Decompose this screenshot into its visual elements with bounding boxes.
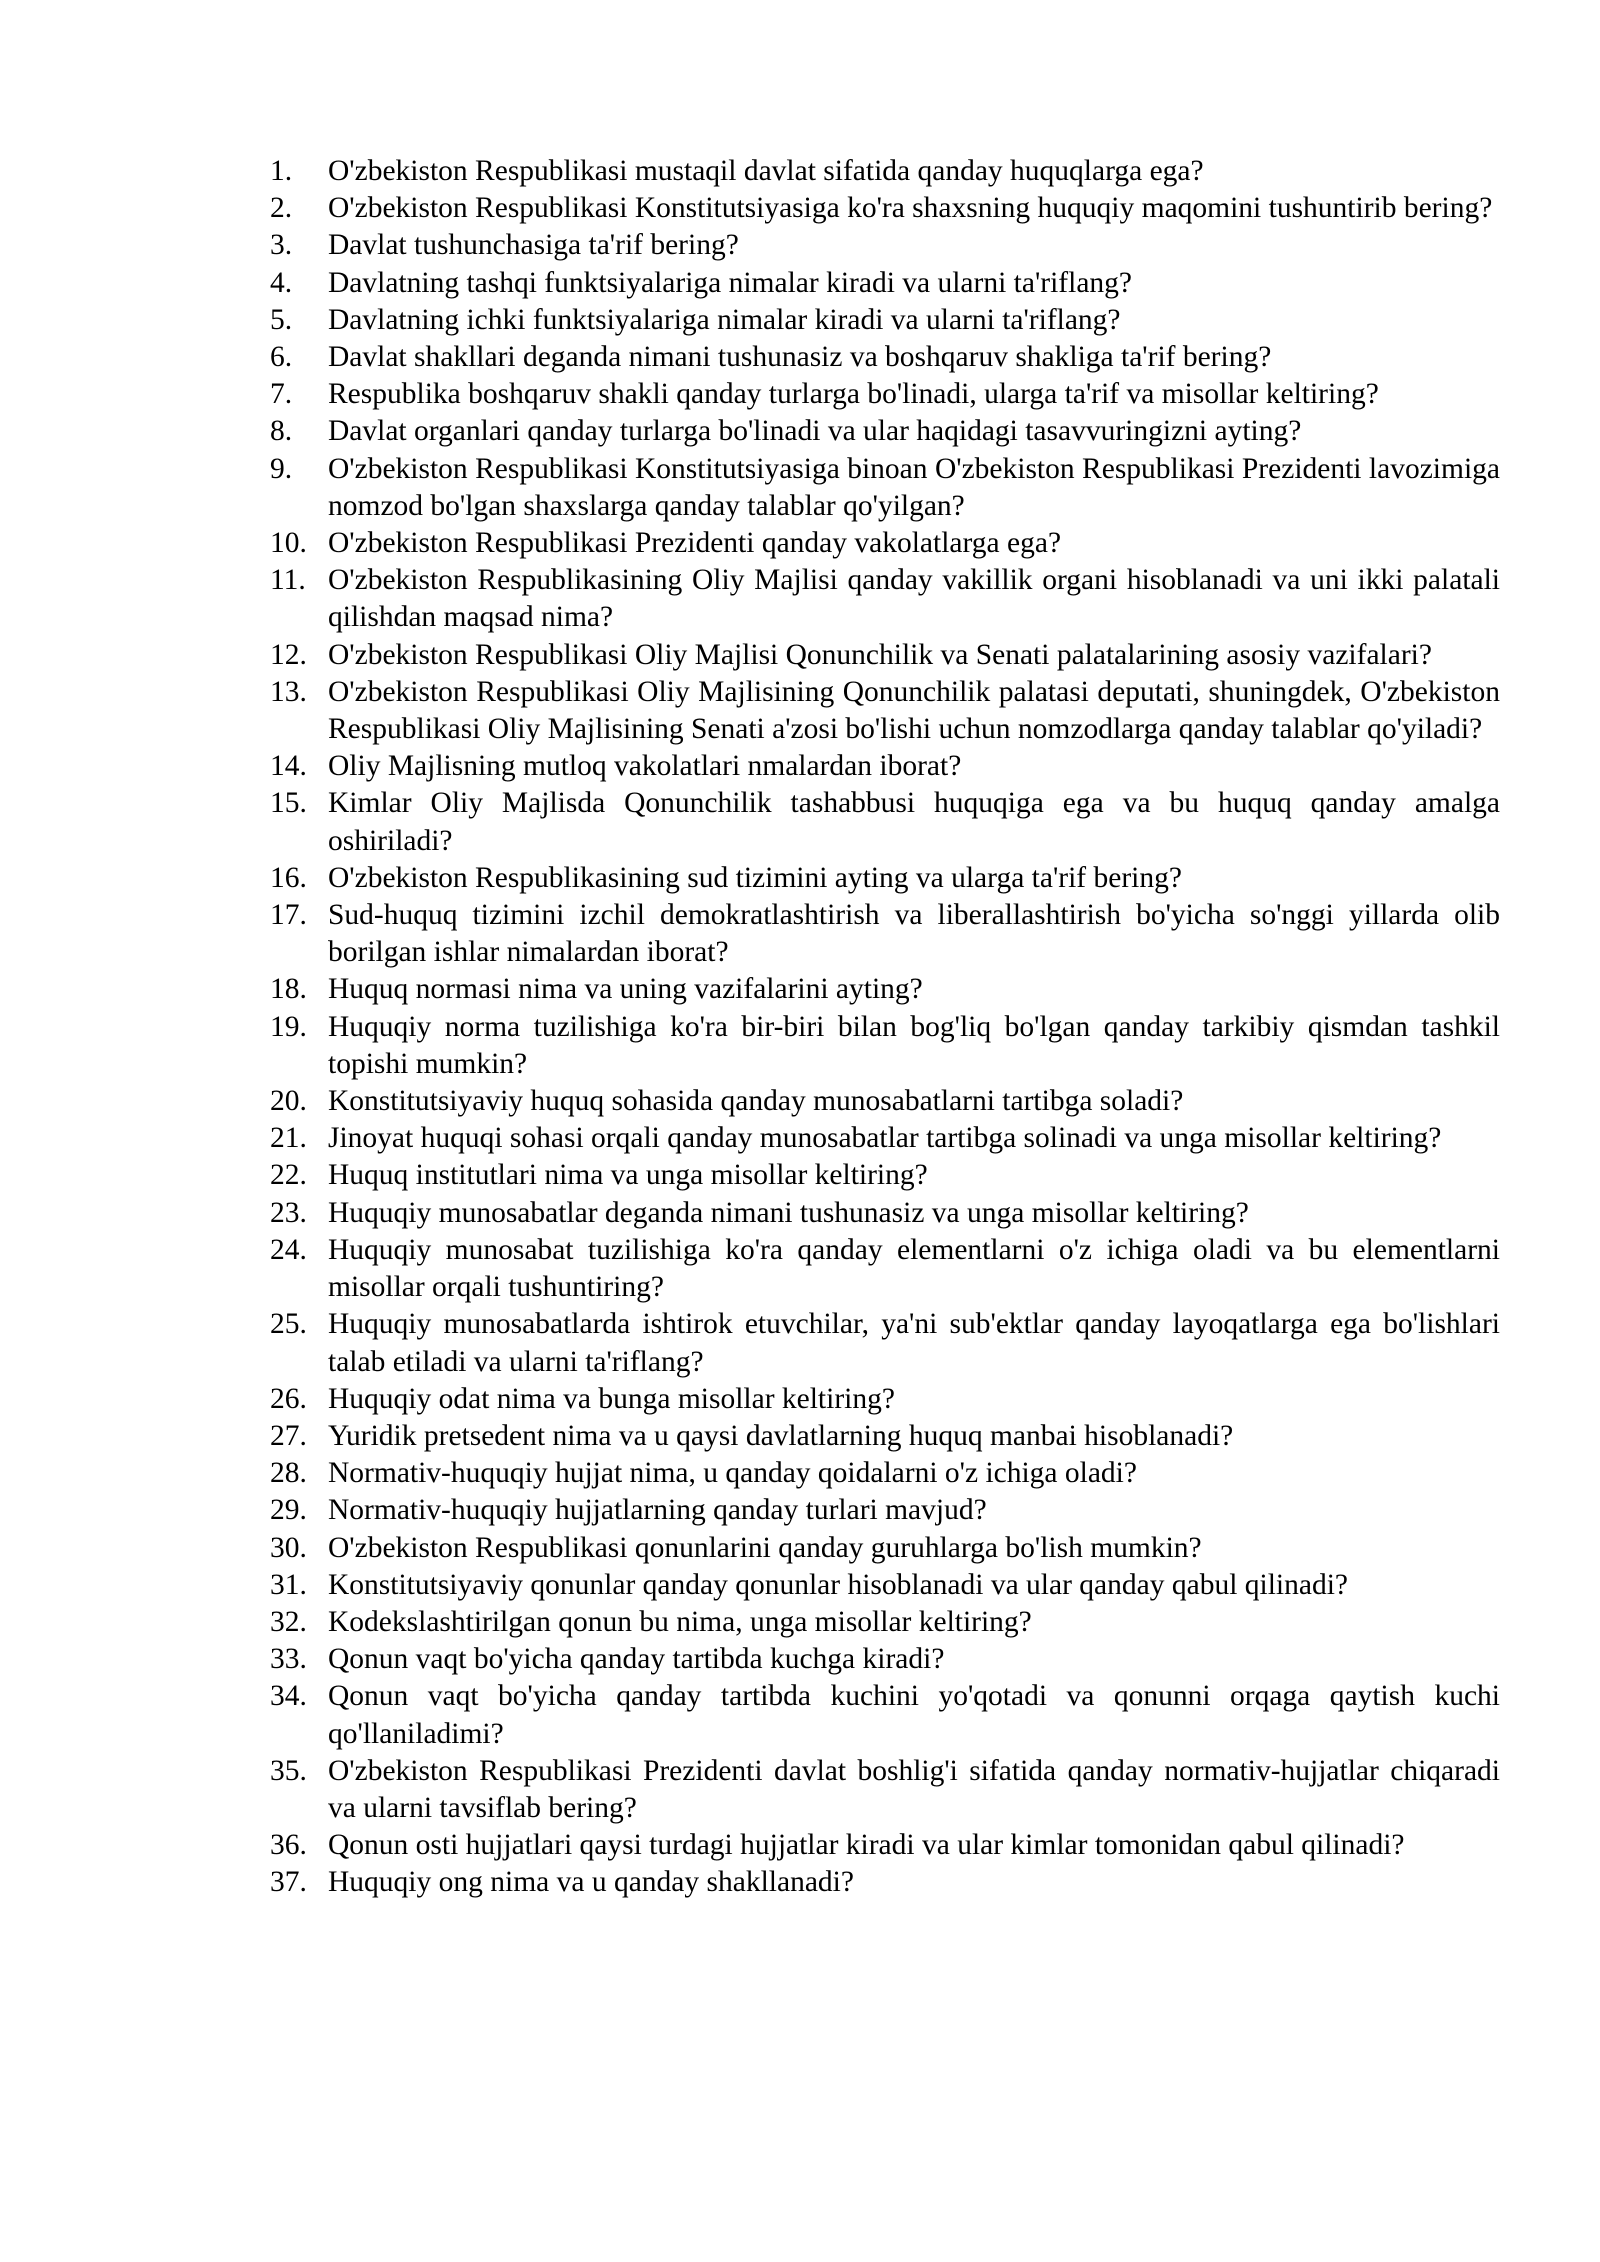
question-item — [270, 227, 1500, 264]
question-text: Qonun vaqt bo'yicha qanday tartibda kuchga kiradi? — [328, 1643, 945, 1676]
question-item — [270, 1753, 1500, 1827]
question-item — [270, 413, 1500, 450]
question-item — [270, 1157, 1500, 1194]
question-number: 6. — [270, 341, 293, 374]
question-item — [270, 897, 1500, 971]
question-item — [270, 748, 1500, 785]
question-number: 19. — [270, 1010, 307, 1043]
question-number: 35. — [270, 1754, 307, 1787]
question-number: 1. — [270, 155, 293, 187]
question-number: 10. — [270, 527, 307, 560]
question-item — [270, 451, 1500, 525]
question-text: Davlat tushunchasiga ta'rif bering? — [328, 229, 739, 262]
question-number: 36. — [270, 1829, 307, 1862]
question-item — [270, 1641, 1500, 1678]
question-item — [270, 1455, 1500, 1492]
question-number: 11. — [270, 564, 306, 597]
question-text: Huquqiy norma tuzilishiga ko'ra bir-biri bilan bog'liq bo'lgan qanday tarkibiy qismdan tashkil topishi mumkin? — [328, 1010, 1500, 1080]
question-text: Oliy Majlisning mutloq vakolatlari nmalardan iborat? — [328, 750, 962, 783]
question-number: 9. — [270, 452, 293, 485]
question-text: O'zbekiston Respublikasi qonunlarini qanday guruhlarga bo'lish mumkin? — [328, 1531, 1202, 1564]
question-number: 25. — [270, 1308, 307, 1341]
question-text: Qonun vaqt bo'yicha qanday tartibda kuchini yo'qotadi va qonunni orqaga qaytish kuchi qo'llaniladimi? — [328, 1680, 1500, 1750]
question-text: O'zbekiston Respublikasi Prezidenti qanday vakolatlarga ega? — [328, 527, 1062, 560]
question-text: Davlat shakllari deganda nimani tushunasiz va boshqaruv shakliga ta'rif bering? — [328, 341, 1272, 374]
question-number: 23. — [270, 1196, 307, 1229]
question-text: O'zbekiston Respublikasining Oliy Majlisi qanday vakillik organi hisoblanadi va uni ikki palatali qilishdan maqsad nima? — [328, 564, 1500, 634]
question-item — [270, 1381, 1500, 1418]
question-number: 8. — [270, 415, 293, 448]
question-number: 27. — [270, 1419, 307, 1452]
question-number: 24. — [270, 1233, 307, 1266]
question-item — [270, 190, 1500, 227]
question-item — [270, 860, 1500, 897]
question-number: 20. — [270, 1085, 307, 1118]
question-item — [270, 265, 1500, 302]
question-text: Yuridik pretsedent nima va u qaysi davlatlarning huquq manbai hisoblanadi? — [328, 1419, 1234, 1452]
question-text: Huquqiy ong nima va u qanday shakllanadi? — [328, 1866, 854, 1899]
question-text: Jinoyat huquqi sohasi orqali qanday munosabatlar tartibga solinadi va unga misollar keltiring? — [328, 1122, 1442, 1155]
question-item — [270, 1567, 1500, 1604]
question-item — [270, 1827, 1500, 1864]
question-item — [270, 674, 1500, 748]
question-number: 7. — [270, 378, 293, 411]
question-number: 32. — [270, 1605, 307, 1638]
question-number: 37. — [270, 1866, 307, 1899]
question-text: Huquq institutlari nima va unga misollar keltiring? — [328, 1159, 928, 1192]
question-text: Kodekslashtirilgan qonun bu nima, unga misollar keltiring? — [328, 1605, 1032, 1638]
question-item — [270, 971, 1500, 1008]
question-text: Huquqiy munosabatlar deganda nimani tushunasiz va unga misollar keltiring? — [328, 1196, 1249, 1229]
question-item — [270, 1530, 1500, 1567]
question-number: 5. — [270, 303, 293, 336]
question-number: 30. — [270, 1531, 307, 1564]
question-text: Huquqiy munosabat tuzilishiga ko'ra qanday elementlarni o'z ichiga oladi va bu elementlarni misollar orqali tushuntiring? — [328, 1233, 1500, 1304]
question-item — [270, 1120, 1500, 1157]
question-item — [270, 1009, 1500, 1083]
question-text: Normativ-huquqiy hujjatlarning qanday turlari mavjud? — [328, 1494, 987, 1527]
question-number: 21. — [270, 1122, 307, 1155]
question-item — [270, 1492, 1500, 1529]
question-text: Respublika boshqaruv shakli qanday turlarga bo'linadi, ularga ta'rif va misollar keltiring? — [328, 378, 1379, 411]
question-number: 14. — [270, 750, 307, 783]
question-text: O'zbekiston Respublikasi Prezidenti davlat boshlig'i sifatida qanday normativ-hujjatlar chiqaradi va ularni tavsiflab bering? — [328, 1754, 1500, 1824]
question-number: 33. — [270, 1643, 307, 1676]
question-number: 12. — [270, 638, 307, 671]
question-list — [270, 153, 1500, 1902]
question-text: Qonun osti hujjatlari qaysi turdagi hujjatlar kiradi va ular kimlar tomonidan qabul qilinadi? — [328, 1829, 1405, 1862]
question-number: 13. — [270, 675, 307, 708]
question-text: O'zbekiston Respublikasi Konstitutsiyasiga binoan O'zbekiston Respublikasi Prezidenti lavozimiga nomzod bo'lgan shaxslarga qanday talablar qo'yilgan? — [328, 452, 1500, 522]
question-text: Normativ-huquqiy hujjat nima, u qanday qoidalarni o'z ichiga oladi? — [328, 1457, 1137, 1490]
question-text: Huquq normasi nima va uning vazifalarini ayting? — [328, 973, 923, 1006]
question-item — [270, 637, 1500, 674]
question-number: 17. — [270, 899, 307, 932]
question-number: 16. — [270, 861, 307, 894]
question-text: Konstitutsiyaviy huquq sohasida qanday munosabatlarni tartibga soladi? — [328, 1085, 1184, 1118]
question-text: O'zbekiston Respublikasi mustaqil davlat sifatida qanday huquqlarga ega? — [328, 155, 1204, 187]
question-text: Davlatning ichki funktsiyalariga nimalar kiradi va ularni ta'riflang? — [328, 303, 1121, 336]
question-item — [270, 376, 1500, 413]
question-text: O'zbekiston Respublikasi Oliy Majlisining Qonunchilik palatasi deputati, shuningdek, O'zbekiston Respublikasi Oliy Majlisining Senati a'zosi bo'lishi uchun nomzodlarga qanday talablar qo'yiladi? — [328, 675, 1500, 746]
question-item — [270, 1232, 1500, 1306]
question-number: 15. — [270, 787, 307, 820]
question-item — [270, 525, 1500, 562]
question-item — [270, 339, 1500, 376]
question-number: 31. — [270, 1568, 307, 1601]
question-text: O'zbekiston Respublikasining sud tizimini ayting va ularga ta'rif bering? — [328, 861, 1182, 894]
question-text: Huquqiy odat nima va bunga misollar keltiring? — [328, 1382, 895, 1415]
question-item — [270, 1195, 1500, 1232]
question-item — [270, 1604, 1500, 1641]
question-number: 18. — [270, 973, 307, 1006]
question-text: Huquqiy munosabatlarda ishtirok etuvchilar, ya'ni sub'ektlar qanday layoqatlarga ega bo'lishlari talab etiladi va ularni ta'riflang? — [328, 1308, 1500, 1378]
question-text: O'zbekiston Respublikasi Konstitutsiyasiga ko'ra shaxsning huquqiy maqomini tushuntirib bering? — [328, 192, 1493, 225]
question-number: 3. — [270, 229, 293, 262]
question-number: 29. — [270, 1494, 307, 1527]
question-number: 4. — [270, 266, 293, 299]
question-text: Davlat organlari qanday turlarga bo'linadi va ular haqidagi tasavvuringizni ayting? — [328, 415, 1302, 448]
question-text: O'zbekiston Respublikasi Oliy Majlisi Qonunchilik va Senati palatalarining asosiy vazifalari? — [328, 638, 1432, 671]
question-text: Davlatning tashqi funktsiyalariga nimalar kiradi va ularni ta'riflang? — [328, 266, 1133, 299]
question-text: Konstitutsiyaviy qonunlar qanday qonunlar hisoblanadi va ular qanday qabul qilinadi? — [328, 1568, 1348, 1601]
question-item — [270, 785, 1500, 859]
question-item — [270, 1306, 1500, 1380]
question-item — [270, 1418, 1500, 1455]
question-item — [270, 1083, 1500, 1120]
question-number: 26. — [270, 1382, 307, 1415]
question-item — [270, 1678, 1500, 1752]
question-item — [270, 1864, 1500, 1901]
question-text: Kimlar Oliy Majlisda Qonunchilik tashabbusi huquqiga ega va bu huquq qanday amalga oshiriladi? — [328, 787, 1500, 857]
question-item — [270, 302, 1500, 339]
question-number: 28. — [270, 1457, 307, 1490]
question-item — [270, 153, 1500, 190]
question-number: 2. — [270, 192, 293, 225]
question-text: Sud-huquq tizimini izchil demokratlashtirish va liberallashtirish bo'yicha so'nggi yillarda olib borilgan ishlar nimalardan iborat? — [328, 899, 1500, 969]
question-item — [270, 562, 1500, 636]
question-number: 22. — [270, 1159, 307, 1192]
question-number: 34. — [270, 1680, 307, 1713]
